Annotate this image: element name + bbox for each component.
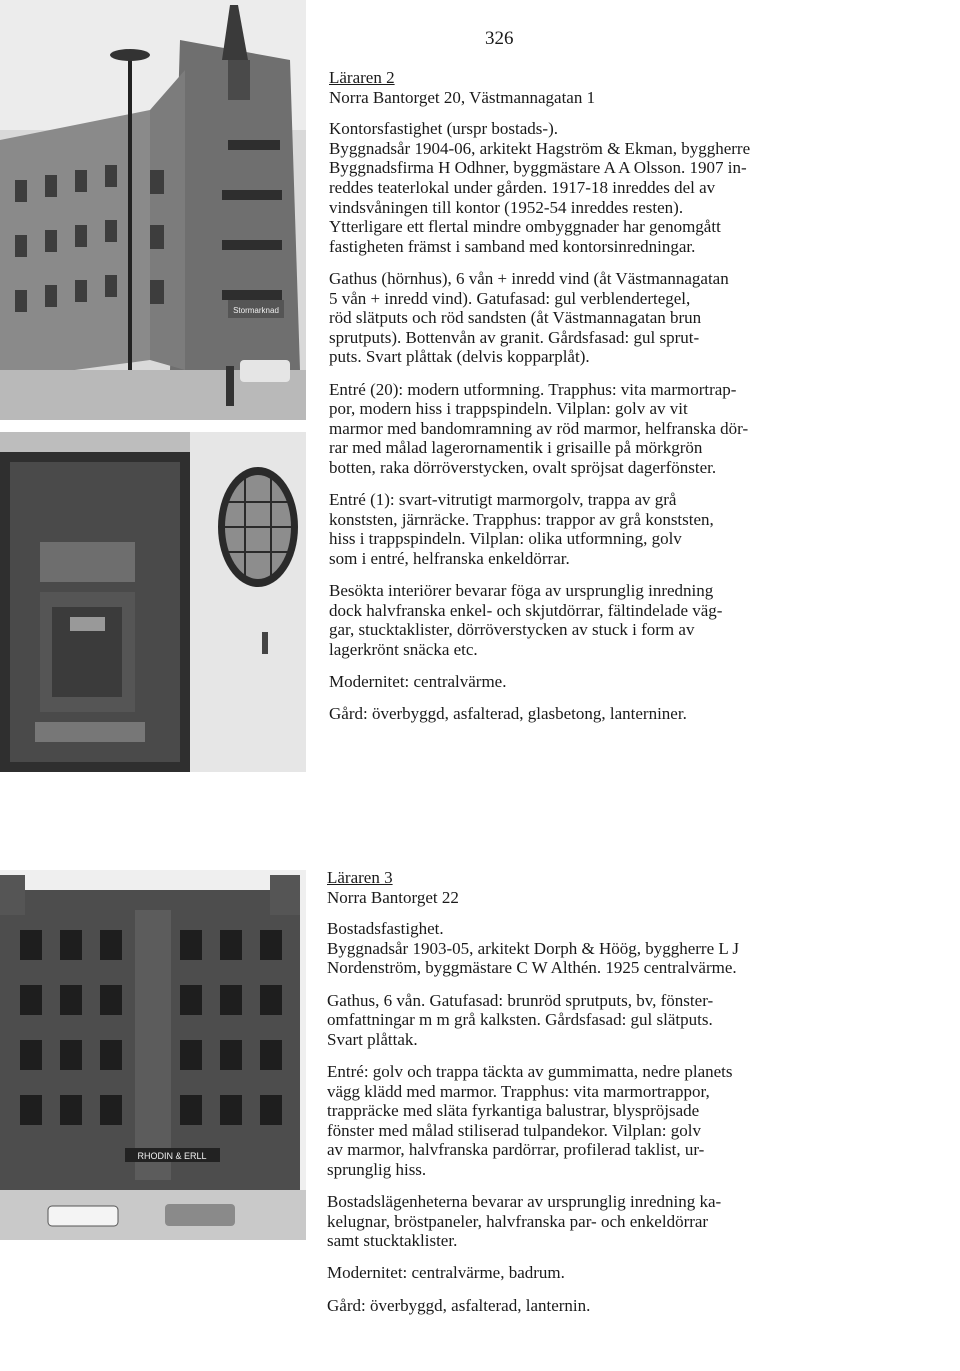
text-line: vägg klädd med marmor. Trapphus: vita marmortrappor, [327, 1081, 710, 1101]
text-line: Besökta interiörer bevarar föga av ursprunglig inredning [329, 581, 714, 601]
text-line: Nordenström, byggmästare C W Althén. 1925 centralvärme. [327, 958, 737, 978]
paragraph [329, 269, 909, 367]
entry-body [327, 919, 907, 1315]
text-line: konststen, järnräcke. Trapphus: trappor av grå konststen, [329, 509, 714, 529]
text-line: Entré (1): svart-vitrutigt marmorgolv, trappa av grå [329, 490, 677, 510]
text-line: Byggnadsår 1903-05, arkitekt Dorph & Höög, byggherre L J [327, 938, 740, 958]
text-line: gar, stucktaklister, dörröverstycken av stuck i form av [329, 620, 695, 640]
paragraph [329, 490, 909, 568]
text-line: marmor med bandomramning av röd marmor, helfranska dör- [329, 418, 749, 438]
interior-photo-art [0, 432, 306, 772]
paragraph [327, 1062, 907, 1180]
text-line: 5 vån + inredd vind). Gatufasad: gul verblendertegel, [329, 288, 691, 308]
paragraph [329, 672, 909, 692]
building-2-photo [0, 870, 306, 1240]
text-line: puts. Svart plåttak (delvis kopparplåt). [329, 347, 590, 367]
text-line: sprutputs). Bottenvån av granit. Gårdsfasad: gul sprut- [329, 327, 700, 347]
text-line: Bostadslägenheterna bevarar av ursprunglig inredning ka- [327, 1192, 722, 1212]
text-line: av marmor, halvfranska pardörrar, profilerad taklist, ur- [327, 1140, 705, 1160]
text-line: Entré (20): modern utformning. Trapphus: vita marmortrap- [329, 379, 737, 399]
paragraph [327, 919, 907, 978]
text-line: Entré: golv och trappa täckta av gummimatta, nedre planets [327, 1061, 733, 1081]
text-line: Modernitet: centralvärme, badrum. [327, 1263, 565, 1283]
text-line: Modernitet: centralvärme. [329, 672, 507, 691]
text-line: Ytterligare ett flertal mindre ombyggnader har genomgått [329, 217, 721, 237]
building-1-sign: Stormarknad [233, 306, 279, 315]
text-line: Kontorsfastighet (urspr bostads-). [329, 119, 558, 139]
text-line: Bostadsfastighet. [327, 919, 444, 939]
paragraph [329, 119, 909, 256]
text-line: Byggnadsår 1904-06, arkitekt Hagström & Ekman, byggherre [329, 138, 751, 158]
text-line: rar med målad lagerornamentik i grisaille på mörkgrön [329, 438, 703, 458]
paragraph [327, 1263, 907, 1283]
building-2-photo-art [0, 870, 306, 1240]
text-line: Svart plåttak. [327, 1029, 418, 1049]
interior-photo [0, 432, 306, 772]
text-line: lagerkrönt snäcka etc. [329, 639, 478, 659]
text-line: röd slätputs och röd sandsten (åt Västmannagatan brun [329, 308, 702, 328]
text-line: kelugnar, bröstpaneler, halvfranska par- och enkeldörrar [327, 1211, 709, 1231]
text-line: botten, raka dörröverstycken, ovalt spröjsat dagerfönster. [329, 457, 717, 477]
page-number: 326 [485, 28, 514, 49]
text-line: trappräcke med släta fyrkantiga balustrar, blyspröjsade [327, 1101, 700, 1121]
paragraph [327, 991, 907, 1050]
text-line: Gathus (hörnhus), 6 vån + inredd vind (åt Västmannagatan [329, 268, 729, 288]
text-line: Byggnadsfirma H Odhner, byggmästare A A Olsson. 1907 in- [329, 158, 747, 178]
paragraph [327, 1296, 907, 1316]
text-line: Gathus, 6 vån. Gatufasad: brunröd sprutputs, bv, fönster- [327, 990, 714, 1010]
text-line: vindsvåningen till kontor (1952-54 inreddes resten). [329, 197, 684, 217]
text-line: fastigheten främst i samband med kontorsinredningar. [329, 236, 696, 256]
entry-address: Norra Bantorget 22 [327, 887, 459, 907]
text-line: samt stucktaklister. [327, 1231, 458, 1251]
text-line: som i entré, helfranska enkeldörrar. [329, 548, 570, 568]
building-1-photo-art [0, 0, 306, 420]
paragraph [329, 704, 909, 724]
entry-body [329, 119, 909, 724]
paragraph [329, 380, 909, 478]
entry-title: Läraren 2 [329, 68, 395, 87]
paragraph [329, 581, 909, 659]
entry-laren-3 [327, 868, 907, 1328]
text-line: Gård: överbyggd, asfalterad, glasbetong, lanterniner. [329, 704, 687, 724]
text-line: dock halvfranska enkel- och skjutdörrar, fältindelade väg- [329, 600, 723, 620]
entry-title: Läraren 3 [327, 868, 393, 887]
entry-address: Norra Bantorget 20, Västmannagatan 1 [329, 87, 596, 107]
paragraph [327, 1192, 907, 1251]
text-line: por, modern hiss i trappspindeln. Vilplan: golv av vit [329, 399, 688, 419]
building-1-photo [0, 0, 306, 420]
building-2-sign: RHODIN & ERLL [137, 1151, 207, 1161]
text-line: hiss i trappspindeln. Vilplan: olika utformning, golv [329, 529, 682, 549]
text-line: Gård: överbyggd, asfalterad, lanternin. [327, 1295, 591, 1315]
entry-laren-2 [329, 68, 909, 736]
text-line: fönster med målad stiliserad tulpandekor. Vilplan: golv [327, 1120, 702, 1140]
text-line: reddes teaterlokal under gården. 1917-18 inreddes del av [329, 177, 716, 197]
text-line: omfattningar m m grå kalksten. Gårdsfasad: gul slätputs. [327, 1010, 713, 1030]
text-line: sprunglig hiss. [327, 1159, 427, 1179]
